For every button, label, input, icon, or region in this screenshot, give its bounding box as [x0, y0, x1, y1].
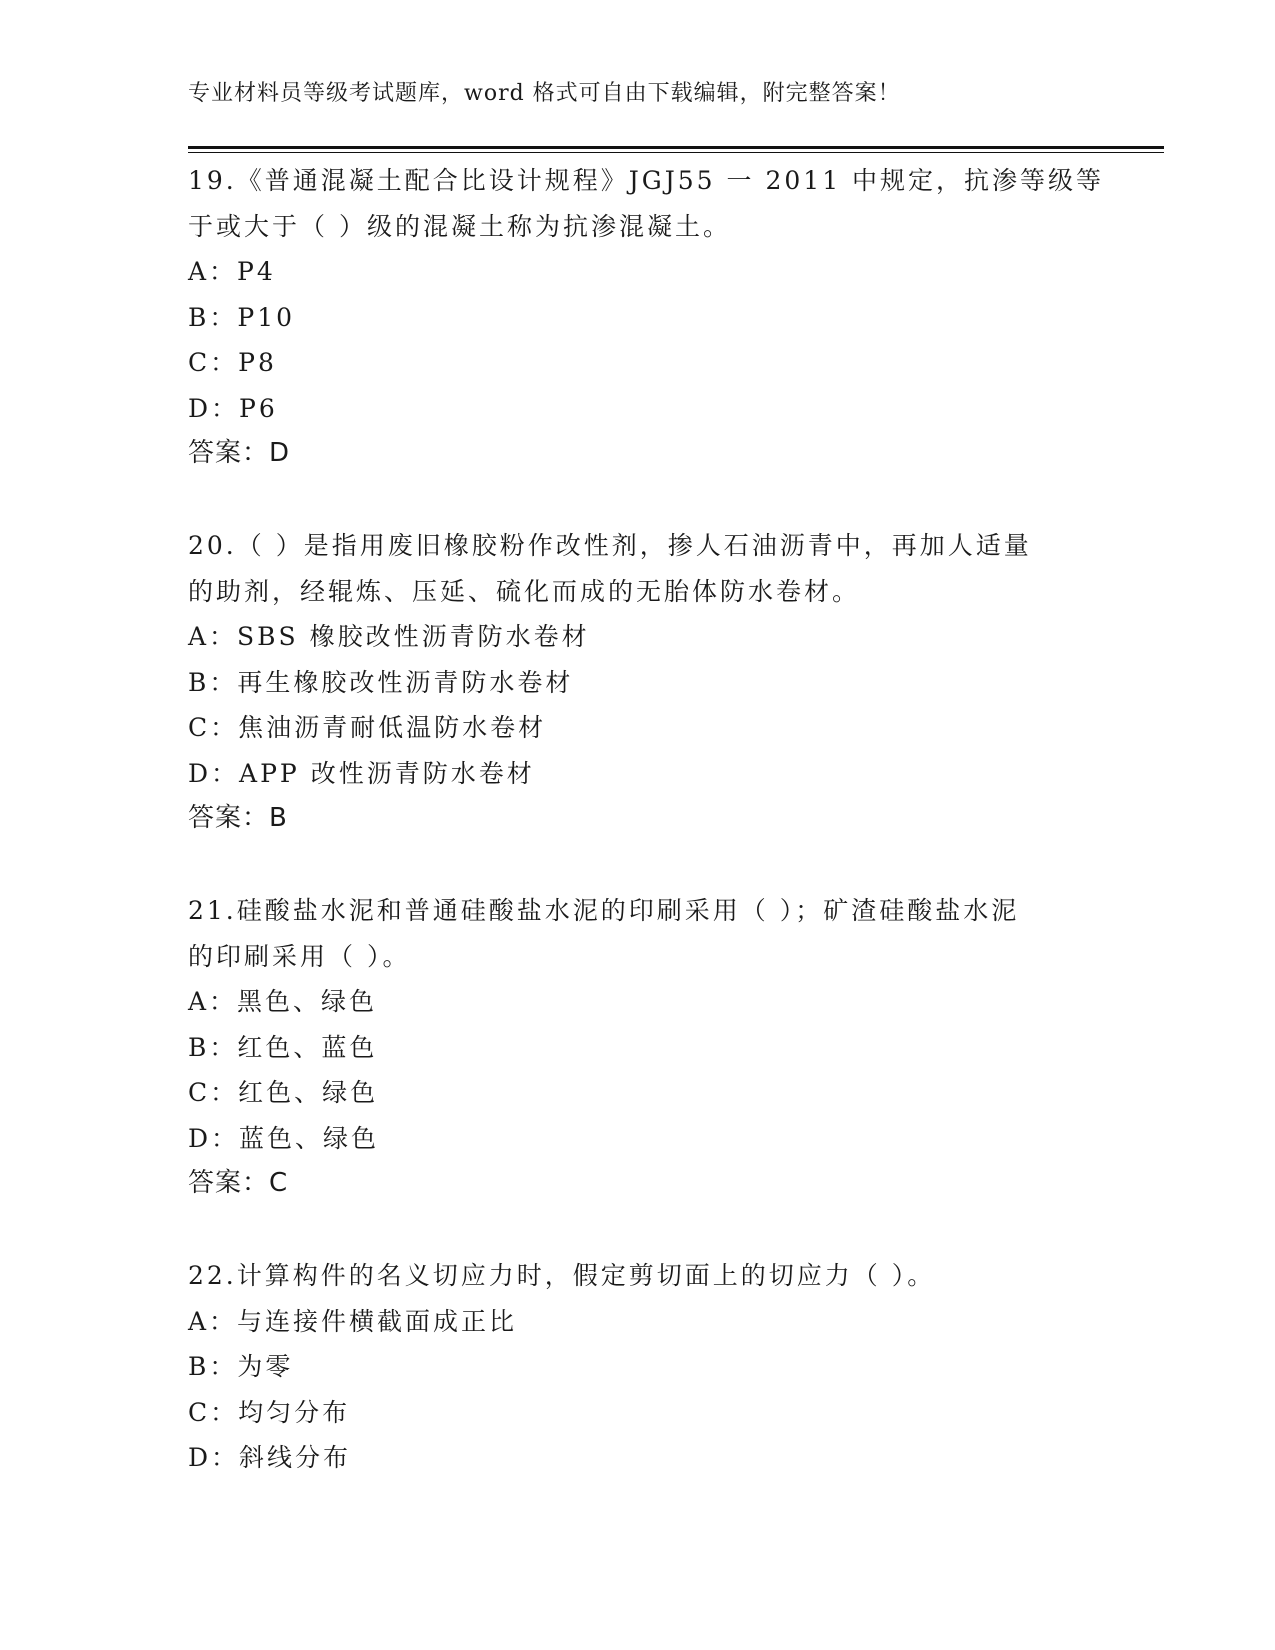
option-a: A：SBS 橡胶改性沥青防水卷材 [188, 622, 590, 651]
question-stem-line: 20.（ ）是指用废旧橡胶粉作改性剂，掺人石油沥青中，再加人适量 [188, 531, 1032, 560]
question-20 [188, 523, 1088, 842]
option-b: B：为零 [188, 1352, 294, 1381]
answer: 答案：C [188, 1168, 289, 1198]
answer: 答案：D [188, 438, 291, 468]
question-21 [188, 888, 1088, 1207]
option-b: B：再生橡胶改性沥青防水卷材 [188, 667, 574, 697]
page-header: 专业材料员等级考试题库，word 格式可自由下载编辑，附完整答案！ [188, 81, 901, 106]
option-c: C：焦油沥青耐低温防水卷材 [188, 713, 547, 742]
option-c: C：红色、绿色 [188, 1078, 379, 1107]
question-stem-line: 于或大于（ ）级的混凝土称为抗渗混凝土。 [188, 211, 731, 241]
option-b: B：P10 [188, 302, 296, 332]
header-rule-thin [188, 152, 1164, 153]
answer: 答案：B [188, 803, 288, 833]
question-stem-line: 22.计算构件的名义切应力时，假定剪切面上的切应力（ ）。 [188, 1261, 936, 1290]
option-a: A：P4 [188, 257, 276, 286]
option-a: A：黑色、绿色 [188, 987, 378, 1016]
header-rule-thick [188, 146, 1164, 149]
question-19 [188, 158, 1105, 477]
question-stem-line: 19.《普通混凝土配合比设计规程》JGJ55 一 2011 中规定，抗渗等级等 [188, 166, 1105, 195]
option-d: D：斜线分布 [188, 1443, 352, 1472]
option-d: D：P6 [188, 393, 278, 423]
option-a: A：与连接件横截面成正比 [188, 1306, 518, 1336]
question-stem-line: 的助剂，经辊炼、压延、硫化而成的无胎体防水卷材。 [188, 576, 861, 606]
question-22 [188, 1253, 1088, 1481]
option-d: D：APP 改性沥青防水卷材 [188, 758, 535, 788]
option-b: B：红色、蓝色 [188, 1032, 378, 1062]
question-stem-line: 21.硅酸盐水泥和普通硅酸盐水泥的印刷采用（ ）；矿渣硅酸盐水泥 [188, 896, 1020, 925]
option-c: C：P8 [188, 348, 277, 377]
question-stem-line: 的印刷采用（ ）。 [188, 941, 411, 971]
option-d: D：蓝色、绿色 [188, 1123, 380, 1153]
option-c: C：均匀分布 [188, 1397, 351, 1427]
